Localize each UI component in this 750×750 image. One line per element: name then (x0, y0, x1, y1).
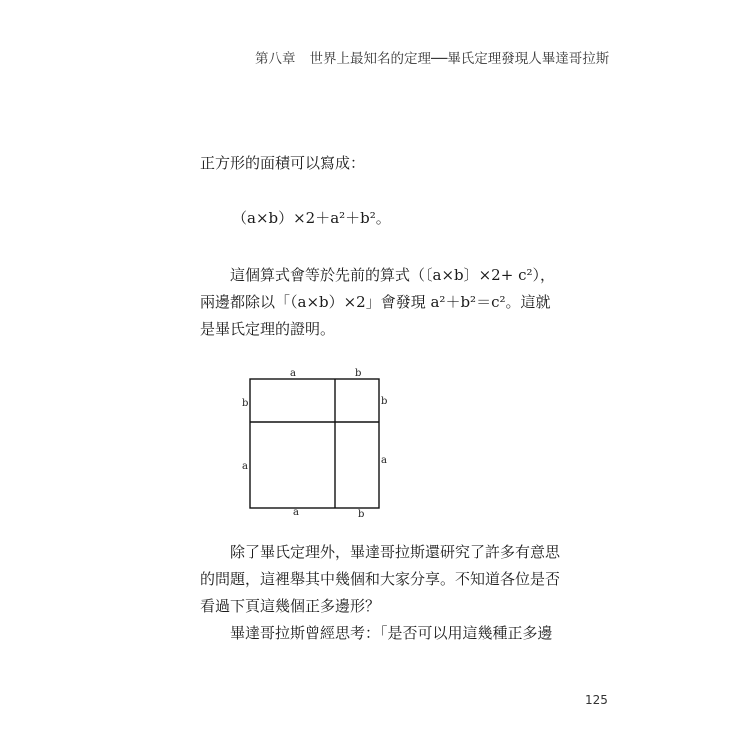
body-paragraph-4-line-1: 除了畢氏定理外，畢達哥拉斯還研究了許多有意思 (200, 543, 561, 561)
body-paragraph-3-line-2: 兩邊都除以「（a×b）×2」會發現 a²＋b²＝c²。這就 (200, 293, 551, 311)
outer-square (250, 379, 379, 508)
formula-line: （a×b）×2＋a²＋b²。 (232, 209, 391, 227)
page-number: 125 (585, 693, 608, 707)
body-paragraph-5-line-1: 畢達哥拉斯曾經思考：「是否可以用這幾種正多邊 (200, 624, 553, 642)
body-paragraph-4-line-3: 看過下頁這幾個正多邊形？ (200, 597, 381, 615)
body-paragraph-3-line-3: 是畢氏定理的證明。 (200, 320, 336, 338)
body-paragraph-4-line-2: 的問題，這裡舉其中幾個和大家分享。不知道各位是否 (200, 570, 561, 588)
label-left-a: a (242, 461, 248, 472)
label-right-b: b (381, 396, 388, 407)
label-bottom-b: b (358, 509, 365, 520)
label-left-b: b (242, 398, 249, 409)
label-right-a: a (381, 455, 387, 466)
square-proof-diagram (235, 365, 405, 520)
label-bottom-a: a (293, 507, 299, 518)
body-paragraph-1: 正方形的面積可以寫成： (200, 154, 366, 172)
running-header (255, 47, 615, 67)
body-paragraph-3-line-1: 這個算式會等於先前的算式（〔a×b〕×2+ c²）， (200, 266, 555, 284)
chapter-label: 第八章 (255, 51, 296, 67)
chapter-title: 世界上最知名的定理──畢氏定理發現人畢達哥拉斯 (309, 51, 610, 67)
label-top-a: a (290, 368, 296, 379)
label-top-b: b (355, 368, 362, 379)
